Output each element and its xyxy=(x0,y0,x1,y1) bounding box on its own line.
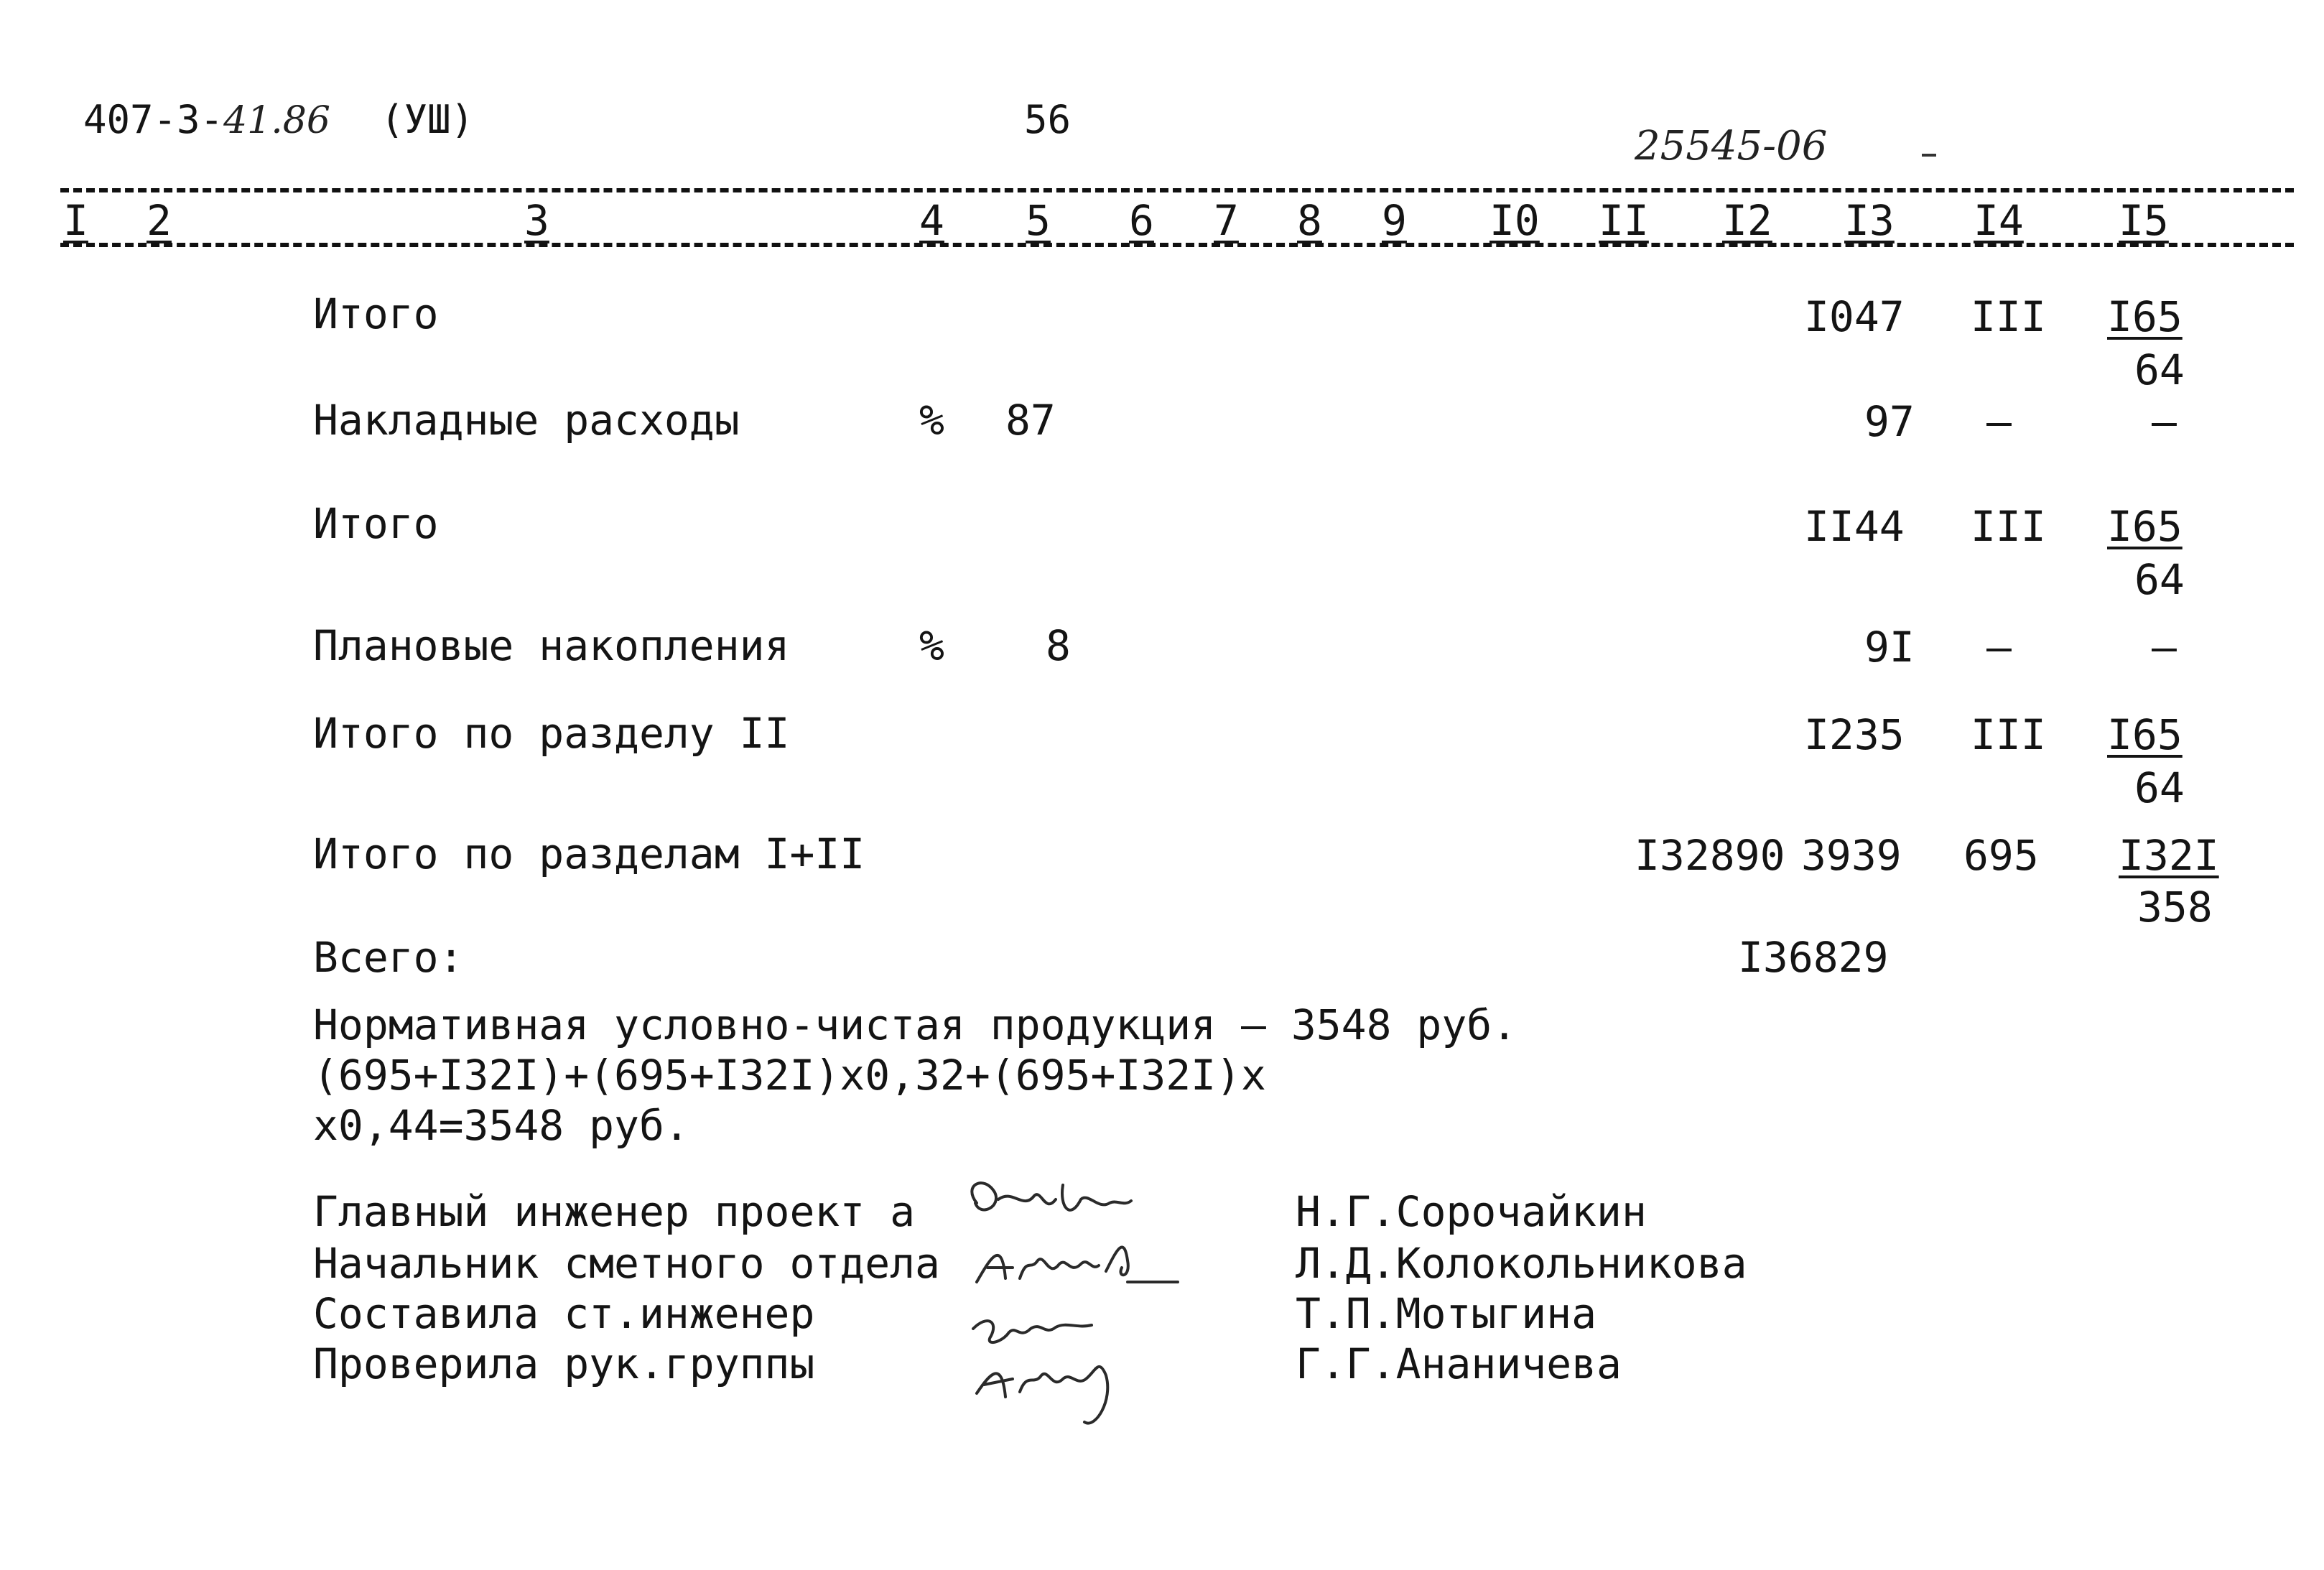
cell-col15-top: I65 xyxy=(2107,292,2183,341)
signatory-name: Н.Г.Сорочайкин xyxy=(1296,1187,1647,1236)
header-rule-bottom xyxy=(60,243,2294,247)
cell-col14: – xyxy=(1986,397,2012,446)
column-header: II xyxy=(1599,196,1649,245)
cell-col5: 8 xyxy=(1046,621,1071,670)
signatory-name: Т.П.Мотыгина xyxy=(1296,1289,1597,1338)
cell-col14: III xyxy=(1971,710,2046,759)
cell-col15-top: – xyxy=(2152,397,2177,446)
column-header: I4 xyxy=(1974,196,2024,245)
row-label: Плановые накопления xyxy=(313,621,790,670)
document-section: (УШ) xyxy=(381,97,475,142)
cell-col15-bottom: 64 xyxy=(2134,555,2185,604)
column-header: I0 xyxy=(1489,196,1540,245)
column-header: I3 xyxy=(1844,196,1895,245)
percent-sign: % xyxy=(919,396,944,445)
column-header: I5 xyxy=(2119,196,2169,245)
header-rule-top xyxy=(60,188,2294,192)
note-line: Нормативная условно-чистая продукция – 3548 руб. xyxy=(313,1000,1517,1049)
note-line: x0,44=3548 руб. xyxy=(313,1101,689,1150)
column-header: 4 xyxy=(919,196,944,245)
signatory-role: Главный инженер проект а xyxy=(313,1187,916,1236)
row-label: Итого по разделу II xyxy=(313,709,790,758)
signatory-role: Составила ст.инженер xyxy=(313,1289,815,1338)
document-code xyxy=(83,97,330,142)
cell-col13: I047 xyxy=(1804,292,1905,341)
cell-col13: II44 xyxy=(1804,502,1905,551)
column-header: I xyxy=(63,196,88,245)
signatory-role: Проверила рук.группы xyxy=(313,1339,815,1388)
cell-col14: III xyxy=(1971,502,2046,551)
cell-col14: III xyxy=(1971,292,2046,341)
cell-col14: – xyxy=(1986,623,2012,672)
signatory-name: Л.Д.Колокольникова xyxy=(1296,1239,1747,1288)
row-label: Итого xyxy=(313,499,439,548)
cell-col15-top: I32I xyxy=(2119,831,2219,880)
column-header: 5 xyxy=(1026,196,1051,245)
page-number: 56 xyxy=(1024,97,1072,142)
column-header: 8 xyxy=(1297,196,1322,245)
cell-col5: 87 xyxy=(1005,396,1056,445)
cell-col13: 3939 xyxy=(1801,831,1902,880)
column-header: 2 xyxy=(147,196,172,245)
total-value: I36829 xyxy=(1738,933,1889,982)
signature-3 xyxy=(962,1307,1142,1436)
stray-mark xyxy=(1922,154,1936,157)
cell-col13: 97 xyxy=(1864,397,1915,446)
column-header: 9 xyxy=(1382,196,1407,245)
signatory-name: Г.Г.Ананичева xyxy=(1296,1339,1622,1388)
cell-col15-top: – xyxy=(2152,623,2177,672)
column-header: 3 xyxy=(524,196,549,245)
document-code-handwritten: 41.86 xyxy=(223,99,330,142)
cell-col14: 695 xyxy=(1963,831,2039,880)
column-header: 6 xyxy=(1129,196,1154,245)
row-label: Накладные расходы xyxy=(313,396,740,445)
note-line: (695+I32I)+(695+I32I)x0,32+(695+I32I)x xyxy=(313,1051,1266,1100)
signatory-role: Начальник сметного отдела xyxy=(313,1239,940,1288)
inventory-number: 25545-06 xyxy=(1635,123,1828,169)
cell-col15-top: I65 xyxy=(2107,502,2183,551)
signature-1 xyxy=(955,1171,1171,1235)
cell-col15-bottom: 64 xyxy=(2134,763,2185,812)
cell-col15-bottom: 358 xyxy=(2137,883,2213,932)
cell-col13: I235 xyxy=(1804,710,1905,759)
column-header: 7 xyxy=(1214,196,1239,245)
cell-col12: I32890 xyxy=(1635,831,1785,880)
row-label: Итого по разделам I+II xyxy=(313,830,865,878)
cell-col15-bottom: 64 xyxy=(2134,345,2185,394)
cell-col15-top: I65 xyxy=(2107,710,2183,759)
document-code-prefix: 407-3- xyxy=(83,97,224,142)
cell-col13: 9I xyxy=(1864,623,1915,672)
row-label: Итого xyxy=(313,289,439,338)
signature-2 xyxy=(962,1228,1185,1293)
column-header: I2 xyxy=(1722,196,1772,245)
total-label: Всего: xyxy=(313,933,464,982)
percent-sign: % xyxy=(919,621,944,670)
